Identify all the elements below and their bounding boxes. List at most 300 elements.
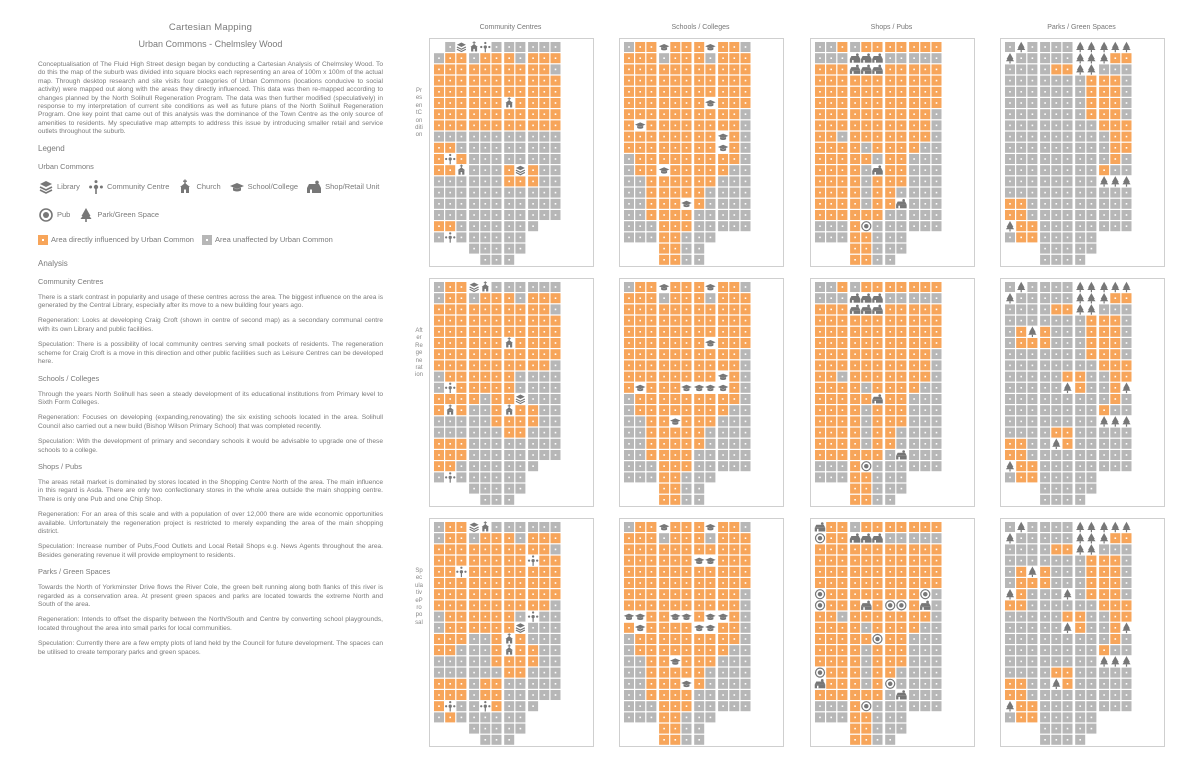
cell-dot	[925, 560, 927, 562]
cell-dot	[877, 125, 879, 127]
cell-dot	[1056, 549, 1058, 551]
cell-dot	[461, 582, 463, 584]
cell-dot	[1067, 582, 1069, 584]
cell-dot	[866, 717, 868, 719]
cell-dot	[1044, 203, 1046, 205]
cell-dot	[936, 549, 938, 551]
cell-dot	[830, 225, 832, 227]
cell-dot	[1115, 649, 1117, 651]
cell-dot	[1067, 398, 1069, 400]
cell-dot	[1032, 80, 1034, 82]
cell-dot	[1020, 560, 1022, 562]
community-centre-icon	[445, 154, 455, 164]
cell-dot	[1103, 571, 1105, 573]
cell-dot	[734, 214, 736, 216]
cell-dot	[473, 582, 475, 584]
cell-dot	[1020, 376, 1022, 378]
cell-dot	[1079, 102, 1081, 104]
shop-retail-icon	[850, 305, 861, 314]
cell-dot	[496, 158, 498, 160]
cell-dot	[520, 549, 522, 551]
cell-dot	[1056, 649, 1058, 651]
cell-dot	[830, 683, 832, 685]
cell-dot	[1126, 214, 1128, 216]
cell-dot	[842, 192, 844, 194]
cell-dot	[1056, 526, 1058, 528]
cell-dot	[830, 672, 832, 674]
cell-dot	[842, 593, 844, 595]
cell-dot	[854, 113, 856, 115]
cell-dot	[651, 320, 653, 322]
cell-dot	[639, 147, 641, 149]
cell-dot	[1032, 214, 1034, 216]
cell-dot	[698, 488, 700, 490]
cell-dot	[819, 102, 821, 104]
cell-dot	[555, 80, 557, 82]
cell-dot	[889, 398, 891, 400]
cell-dot	[854, 465, 856, 467]
cell-dot	[639, 432, 641, 434]
cell-dot	[1044, 46, 1046, 48]
cell-dot	[1032, 477, 1034, 479]
shop-retail-icon	[896, 199, 907, 208]
cell-dot	[1009, 387, 1011, 389]
cell-dot	[628, 46, 630, 48]
cell-dot	[438, 113, 440, 115]
cell-dot	[1009, 331, 1011, 333]
cell-dot	[854, 147, 856, 149]
cell-dot	[675, 342, 677, 344]
cell-dot	[925, 398, 927, 400]
cell-dot	[854, 192, 856, 194]
cell-dot	[1044, 421, 1046, 423]
cell-dot	[496, 605, 498, 607]
cell-dot	[913, 443, 915, 445]
map-panel	[619, 38, 784, 267]
cell-dot	[1091, 421, 1093, 423]
cell-dot	[1103, 582, 1105, 584]
cell-dot	[877, 192, 879, 194]
cell-dot	[1020, 297, 1022, 299]
cell-dot	[830, 181, 832, 183]
cell-dot	[1020, 627, 1022, 629]
cell-dot	[1056, 593, 1058, 595]
cell-dot	[651, 342, 653, 344]
cell-dot	[889, 582, 891, 584]
cell-dot	[710, 605, 712, 607]
cell-dot	[639, 398, 641, 400]
cell-dot	[555, 181, 557, 183]
park-tree-icon	[1063, 589, 1071, 600]
cell-dot	[520, 616, 522, 618]
cell-dot	[473, 342, 475, 344]
cell-dot	[508, 616, 510, 618]
cell-dot	[722, 69, 724, 71]
cell-dot	[925, 125, 927, 127]
cell-dot	[901, 638, 903, 640]
cell-dot	[745, 297, 747, 299]
cell-dot	[663, 365, 665, 367]
cell-dot	[745, 627, 747, 629]
cell-dot	[936, 649, 938, 651]
cell-dot	[901, 537, 903, 539]
cell-dot	[485, 571, 487, 573]
cell-dot	[438, 593, 440, 595]
cell-dot	[745, 102, 747, 104]
cell-dot	[866, 113, 868, 115]
cell-dot	[461, 237, 463, 239]
cell-dot	[1079, 80, 1081, 82]
cell-dot	[698, 158, 700, 160]
cell-dot	[663, 113, 665, 115]
cell-dot	[889, 320, 891, 322]
cell-dot	[1115, 537, 1117, 539]
cell-dot	[473, 477, 475, 479]
cell-dot	[496, 320, 498, 322]
cell-dot	[1067, 694, 1069, 696]
cell-dot	[1032, 192, 1034, 194]
cell-dot	[496, 237, 498, 239]
cell-dot	[913, 113, 915, 115]
cell-dot	[686, 477, 688, 479]
school-college-icon	[229, 179, 245, 195]
cell-dot	[854, 421, 856, 423]
cell-dot	[1115, 192, 1117, 194]
cell-dot	[520, 526, 522, 528]
cell-dot	[842, 571, 844, 573]
cell-dot	[819, 465, 821, 467]
cell-dot	[1126, 69, 1128, 71]
cell-dot	[651, 147, 653, 149]
cell-dot	[651, 192, 653, 194]
cell-dot	[925, 616, 927, 618]
cell-dot	[1020, 365, 1022, 367]
cell-dot	[698, 331, 700, 333]
cell-dot	[866, 125, 868, 127]
cell-dot	[854, 376, 856, 378]
cell-dot	[877, 136, 879, 138]
cell-dot	[532, 627, 534, 629]
cell-dot	[1009, 409, 1011, 411]
cell-dot	[485, 331, 487, 333]
cell-dot	[913, 560, 915, 562]
cell-dot	[1126, 91, 1128, 93]
school-college-icon	[659, 44, 670, 50]
shop-retail-icon	[920, 601, 931, 610]
cell-dot	[842, 398, 844, 400]
cell-dot	[1091, 225, 1093, 227]
cell-dot	[866, 432, 868, 434]
cell-dot	[1103, 136, 1105, 138]
cell-dot	[508, 248, 510, 250]
school-college-icon	[681, 614, 692, 620]
cell-dot	[496, 91, 498, 93]
cell-dot	[508, 454, 510, 456]
cell-dot	[449, 627, 451, 629]
cell-dot	[1115, 683, 1117, 685]
cell-dot	[651, 694, 653, 696]
cell-dot	[520, 571, 522, 573]
park-tree-icon	[1122, 522, 1130, 533]
cell-dot	[544, 537, 546, 539]
cell-dot	[1115, 102, 1117, 104]
cell-dot	[866, 488, 868, 490]
cell-dot	[473, 398, 475, 400]
cell-dot	[698, 477, 700, 479]
cell-dot	[710, 443, 712, 445]
cell-dot	[508, 214, 510, 216]
park-tree-icon	[1087, 533, 1095, 544]
cell-dot	[745, 526, 747, 528]
cell-dot	[639, 537, 641, 539]
cell-dot	[555, 526, 557, 528]
park-tree-icon	[1100, 293, 1108, 304]
cell-dot	[698, 661, 700, 663]
cell-dot	[734, 169, 736, 171]
cell-dot	[449, 526, 451, 528]
cell-dot	[830, 717, 832, 719]
cell-dot	[745, 91, 747, 93]
cell-dot	[1067, 69, 1069, 71]
cell-dot	[628, 443, 630, 445]
cell-dot	[449, 169, 451, 171]
cell-dot	[877, 320, 879, 322]
cell-dot	[1032, 309, 1034, 311]
cell-dot	[925, 225, 927, 227]
cell-dot	[532, 537, 534, 539]
cell-dot	[842, 203, 844, 205]
cell-dot	[473, 465, 475, 467]
cell-dot	[901, 616, 903, 618]
cell-dot	[901, 181, 903, 183]
cell-dot	[936, 113, 938, 115]
cell-dot	[628, 203, 630, 205]
cell-dot	[663, 409, 665, 411]
cell-dot	[936, 57, 938, 59]
cell-dot	[830, 125, 832, 127]
cell-dot	[544, 102, 546, 104]
cell-dot	[830, 136, 832, 138]
cell-dot	[686, 409, 688, 411]
cell-dot	[830, 661, 832, 663]
shop-retail-icon	[306, 179, 322, 195]
cell-dot	[1020, 605, 1022, 607]
park-tree-icon	[1122, 623, 1130, 634]
cell-dot	[745, 320, 747, 322]
cell-dot	[555, 627, 557, 629]
cell-dot	[889, 488, 891, 490]
cell-dot	[496, 683, 498, 685]
cell-dot	[544, 409, 546, 411]
cell-dot	[508, 661, 510, 663]
church-icon	[482, 521, 490, 531]
cell-dot	[925, 158, 927, 160]
cell-dot	[710, 638, 712, 640]
cell-dot	[438, 203, 440, 205]
cell-dot	[877, 365, 879, 367]
cell-dot	[1067, 203, 1069, 205]
cell-dot	[628, 136, 630, 138]
cell-dot	[913, 69, 915, 71]
park-tree-icon	[1111, 522, 1119, 533]
cell-dot	[449, 616, 451, 618]
cell-dot	[675, 398, 677, 400]
cell-dot	[1079, 616, 1081, 618]
cell-dot	[1079, 454, 1081, 456]
cell-dot	[1056, 638, 1058, 640]
cell-dot	[925, 169, 927, 171]
cell-dot	[698, 248, 700, 250]
park-tree-icon	[1087, 304, 1095, 315]
cell-dot	[745, 365, 747, 367]
cell-dot	[628, 80, 630, 82]
legend-item-community-centre	[88, 179, 170, 195]
cell-dot	[485, 582, 487, 584]
cell-dot	[722, 225, 724, 227]
cell-dot	[628, 409, 630, 411]
cell-dot	[889, 342, 891, 344]
cell-dot	[1079, 672, 1081, 674]
cell-dot	[925, 661, 927, 663]
cell-dot	[1126, 694, 1128, 696]
cell-dot	[485, 432, 487, 434]
cell-dot	[544, 582, 546, 584]
cell-dot	[1126, 376, 1128, 378]
legend-item-pub	[38, 207, 70, 223]
cell-dot	[628, 627, 630, 629]
cell-dot	[925, 432, 927, 434]
cell-dot	[1056, 192, 1058, 194]
library-icon	[457, 43, 466, 52]
cell-dot	[734, 46, 736, 48]
cell-dot	[936, 387, 938, 389]
cell-dot	[901, 147, 903, 149]
cell-dot	[698, 125, 700, 127]
cell-dot	[901, 80, 903, 82]
cell-dot	[1103, 309, 1105, 311]
cell-dot	[544, 57, 546, 59]
cell-dot	[438, 582, 440, 584]
cell-dot	[866, 443, 868, 445]
cell-dot	[1091, 672, 1093, 674]
cell-dot	[651, 465, 653, 467]
cell-dot	[1044, 80, 1046, 82]
community-centre-icon	[528, 611, 538, 621]
analysis-section-title: Schools / Colleges	[38, 373, 100, 383]
cell-dot	[473, 102, 475, 104]
cell-dot	[877, 593, 879, 595]
cell-dot	[675, 638, 677, 640]
cell-dot	[830, 705, 832, 707]
cell-dot	[544, 331, 546, 333]
cell-dot	[889, 739, 891, 741]
cell-dot	[520, 248, 522, 250]
cell-dot	[913, 309, 915, 311]
cell-dot	[1067, 225, 1069, 227]
cell-dot	[1079, 147, 1081, 149]
cell-dot	[1020, 409, 1022, 411]
cell-dot	[555, 57, 557, 59]
cell-dot	[1103, 672, 1105, 674]
school-college-icon	[705, 558, 716, 564]
cell-dot	[842, 342, 844, 344]
cell-dot	[1126, 203, 1128, 205]
cell-dot	[925, 705, 927, 707]
cell-dot	[628, 694, 630, 696]
cell-dot	[473, 320, 475, 322]
cell-dot	[819, 616, 821, 618]
cell-dot	[1032, 560, 1034, 562]
cell-dot	[686, 454, 688, 456]
cell-dot	[639, 694, 641, 696]
cell-dot	[830, 309, 832, 311]
cell-dot	[1032, 605, 1034, 607]
cell-dot	[889, 113, 891, 115]
cell-dot	[901, 661, 903, 663]
cell-dot	[734, 181, 736, 183]
cell-dot	[936, 158, 938, 160]
cell-dot	[1032, 203, 1034, 205]
cell-dot	[555, 309, 557, 311]
cell-dot	[1056, 728, 1058, 730]
cell-dot	[639, 649, 641, 651]
cell-dot	[485, 465, 487, 467]
cell-dot	[1056, 69, 1058, 71]
cell-dot	[722, 627, 724, 629]
cell-dot	[819, 387, 821, 389]
cell-dot	[698, 537, 700, 539]
cell-dot	[745, 432, 747, 434]
cell-dot	[1091, 80, 1093, 82]
cell-dot	[889, 376, 891, 378]
cell-dot	[819, 571, 821, 573]
cell-dot	[1056, 582, 1058, 584]
cell-dot	[830, 605, 832, 607]
cell-dot	[1103, 376, 1105, 378]
cell-dot	[1103, 627, 1105, 629]
cell-dot	[544, 661, 546, 663]
cell-dot	[639, 80, 641, 82]
cell-dot	[889, 214, 891, 216]
cell-dot	[925, 214, 927, 216]
cell-dot	[473, 387, 475, 389]
cell-dot	[830, 627, 832, 629]
park-tree-icon	[1100, 282, 1108, 293]
cell-dot	[1009, 203, 1011, 205]
cell-dot	[663, 537, 665, 539]
pub-icon	[862, 222, 871, 231]
cell-dot	[901, 136, 903, 138]
cell-dot	[901, 376, 903, 378]
cell-dot	[1103, 158, 1105, 160]
cell-dot	[555, 331, 557, 333]
cell-dot	[698, 320, 700, 322]
cell-dot	[1056, 342, 1058, 344]
cell-dot	[866, 672, 868, 674]
cell-dot	[722, 443, 724, 445]
cell-dot	[496, 672, 498, 674]
cell-dot	[722, 353, 724, 355]
cell-dot	[1056, 125, 1058, 127]
cell-dot	[1067, 237, 1069, 239]
church-icon	[482, 281, 490, 291]
cell-dot	[663, 593, 665, 595]
cell-dot	[889, 136, 891, 138]
cell-dot	[675, 91, 677, 93]
cell-dot	[1056, 454, 1058, 456]
cell-dot	[866, 376, 868, 378]
cell-dot	[1067, 80, 1069, 82]
